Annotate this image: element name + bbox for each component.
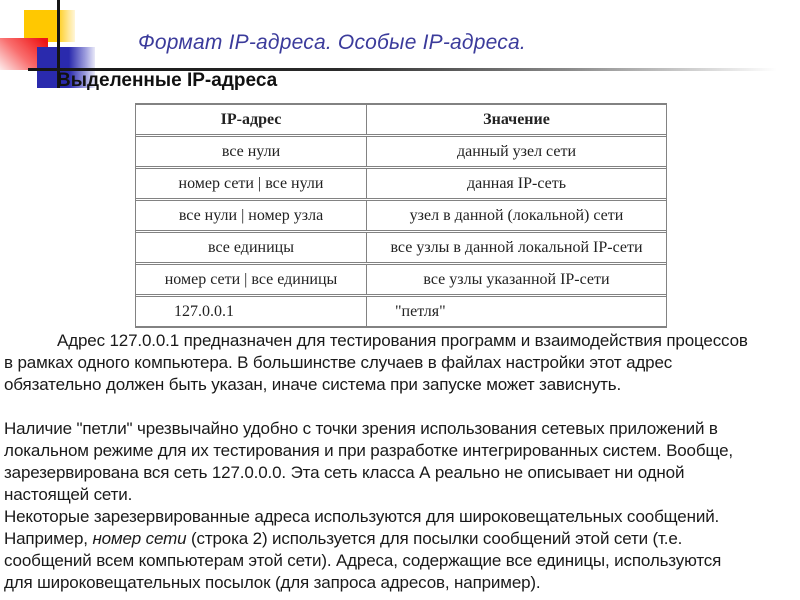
paragraph: Наличие "петли" чрезвычайно удобно с точки зрения использования сетевых приложений в локальном режиме для их тестирования и при разработке интегрированных систем. Вообще, зарезервирована вся сеть 127.0.0.0. Эта сеть класса А реально не описывает ни одной настоящей сети. bbox=[4, 419, 733, 504]
paragraph: Некоторые зарезервированные адреса используются для широковещательных сообщений. Например, номер сети (строка 2) используется для посылки сообщений этой сети (т.е. сообщений всем компьютерам этой сети). Адреса, содержащие все единицы, используются для широковещательных посылок (для запроса адресов, например). bbox=[4, 507, 722, 592]
ip-address-table-wrapper bbox=[135, 103, 667, 328]
cell-ip-address: номер сети | все нули bbox=[136, 168, 367, 200]
section-heading: Выделенные IP-адреса bbox=[57, 70, 278, 91]
table-row bbox=[136, 136, 666, 168]
cell-ip-address: все единицы bbox=[136, 232, 367, 264]
table-header-row bbox=[136, 105, 666, 136]
body-text bbox=[4, 330, 798, 594]
column-header-value: Значение bbox=[367, 105, 667, 136]
cell-value: данный узел сети bbox=[367, 136, 667, 168]
table-row bbox=[136, 232, 666, 264]
ip-address-table-body bbox=[136, 136, 666, 327]
italic-term: номер сети bbox=[92, 529, 187, 548]
ip-address-table bbox=[136, 105, 666, 326]
cell-ip-address: все нули bbox=[136, 136, 367, 168]
table-row bbox=[136, 200, 666, 232]
paragraph: Адрес 127.0.0.1 предназначен для тестирования программ и взаимодействия процессов в рамках одного компьютера. В большинстве случаев в файлах настройки этот адрес обязательно должен быть указан, иначе система при запуске может зависнуть. bbox=[4, 331, 748, 394]
slide-title: Формат IP-адреса. Особые IP-адреса. bbox=[138, 31, 526, 54]
cell-value: данная IP-сеть bbox=[367, 168, 667, 200]
cell-value: "петля" bbox=[395, 302, 446, 320]
cell-value: все узлы указанной IP-сети bbox=[367, 264, 667, 296]
cell-value: все узлы в данной локальной IP-сети bbox=[367, 232, 667, 264]
cell-ip-address: номер сети | все единицы bbox=[136, 264, 367, 296]
table-row bbox=[136, 264, 666, 296]
cell-ip-address: 127.0.0.1 bbox=[136, 296, 367, 327]
table-row bbox=[136, 168, 666, 200]
cell-value: узел в данной (локальной) сети bbox=[367, 200, 667, 232]
table-row bbox=[136, 296, 666, 327]
cell-ip-address: все нули | номер узла bbox=[136, 200, 367, 232]
column-header-ip: IP-адрес bbox=[136, 105, 367, 136]
